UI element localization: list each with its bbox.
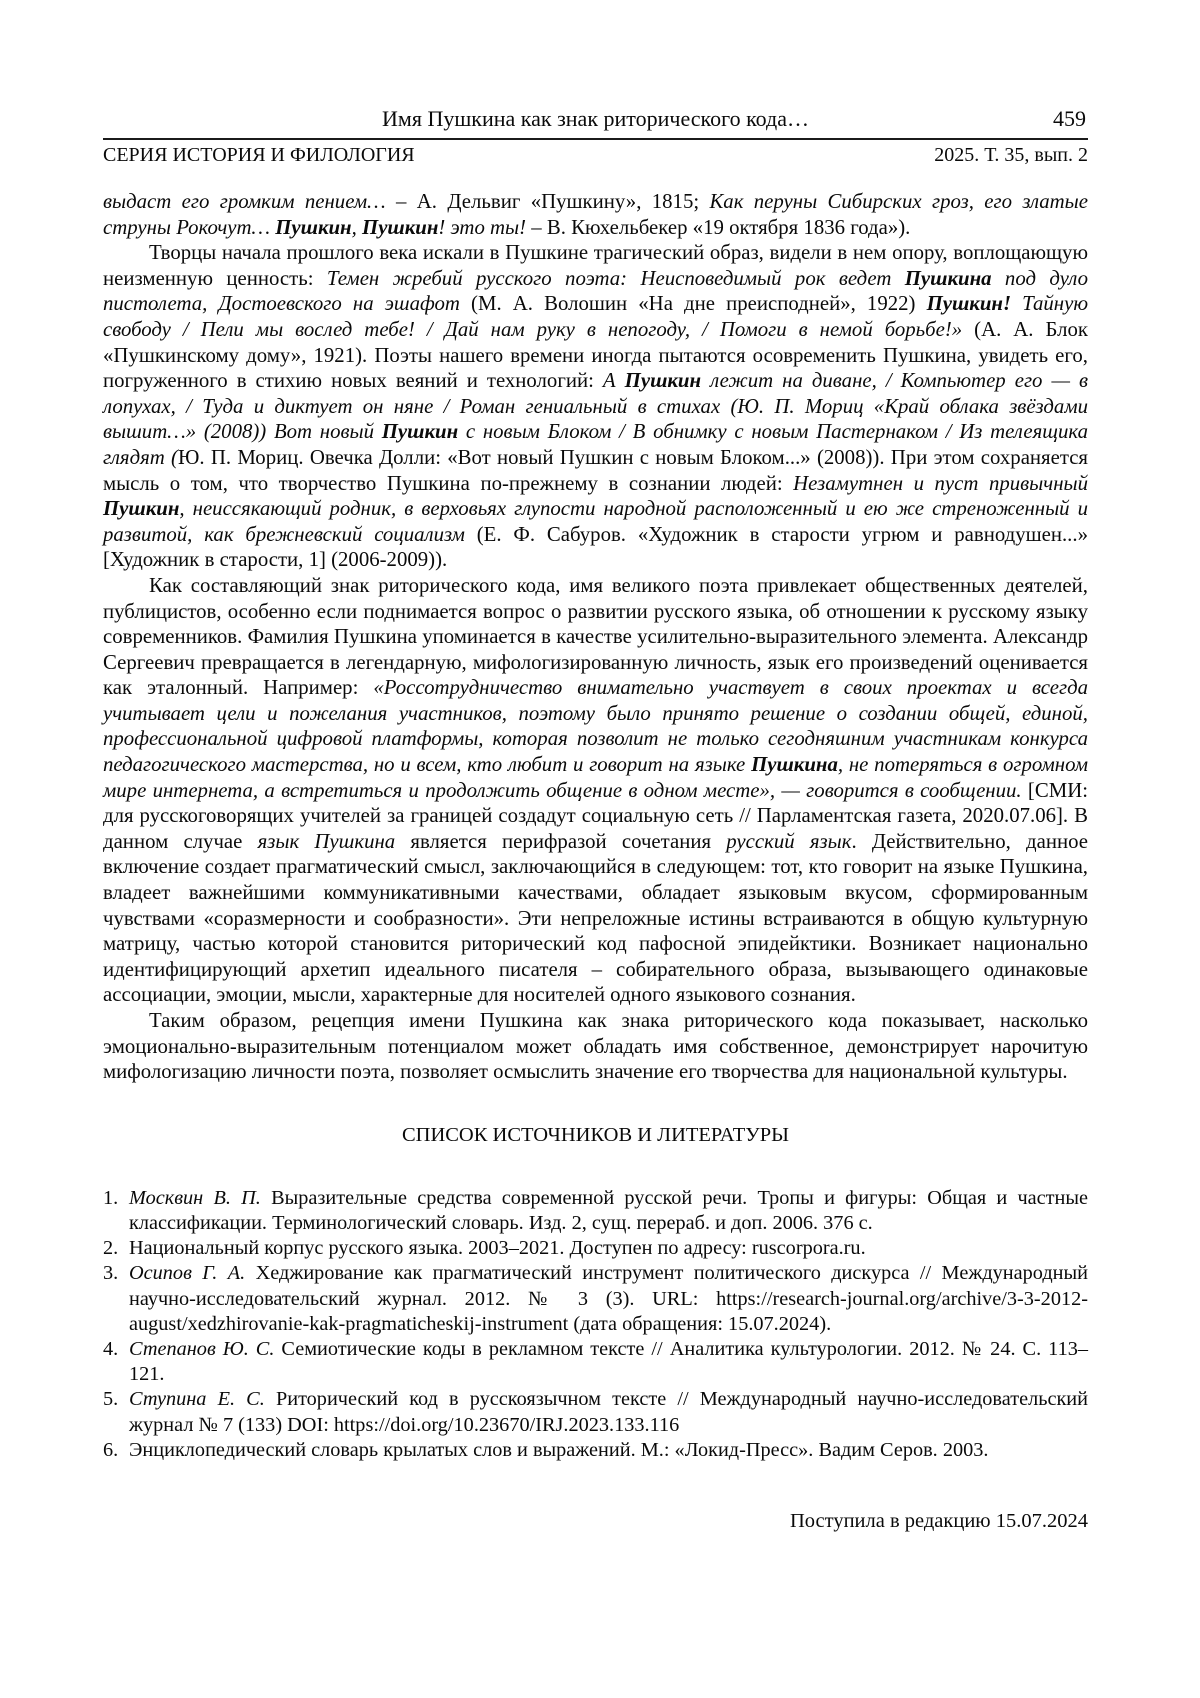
text-run: , неиссякающий родник, в верховьях глупости народной расположенный и ею же стреноженный и развитой, как брежневский социализм [103,497,1088,546]
text-run: – В. Кюхельбекер «19 октября 1836 года»). [531,215,911,239]
reference-number: 4. [103,1338,119,1360]
text-run: (Ю. П. Мориц «Край облака звёздами вышит…» (2008)) Вот новый [103,394,1088,444]
reference-text [129,1261,1088,1337]
reference-number: 5. [103,1388,119,1411]
text-run: Пушкин [103,497,180,521]
text-run: Ю. П. Мориц. Овечка Долли: «Вот новый Пушкин с новым Блоком...» (2008)). При этом сохраняется мысль о том, что творчество Пушкина по-прежнему в сознании людей: [103,445,1088,495]
text-run: выдаст его громким пением… [103,190,397,213]
text-run: Пушкина [751,753,838,777]
text-run: Как составляющий знак риторического кода, имя великого поэта привлекает общественных деятелей, публицистов, особенно если поднимается вопрос о развитии русского языка, об отношении к русскому языку современников. Фамилия Пушкина упоминается в качестве усилительно-выразительного элемента. Александр Сергеевич превращается в легендарную, мифологизированную личность, язык его произведений оценивается как эталонный. Например: [103,573,1088,700]
paragraph [103,1008,1088,1085]
text-run: язык Пушкина [257,829,396,853]
bibliography-heading: СПИСОК ИСТОЧНИКОВ И ЛИТЕРАТУРЫ [401,1123,790,1146]
reference-item [103,1261,1088,1337]
text-run: (М. А. Волошин «На дне преисподней», 1922) [471,292,927,316]
reference-number: 1. [103,1186,119,1209]
text-run: Национальный корпус русского языка. 2003–2021. Доступен по адресу: ruscorpora.ru. [129,1237,866,1260]
text-run: Тайную свободу / Пели мы вослед тебе! / Дай нам руку в непогоду, / Помоги в немой борьбе!» [103,292,1089,341]
text-run: Ступина Е. С. [129,1388,265,1411]
text-run: Темен жребий русского поэта: Неисповедимый рок ведет [326,266,905,290]
text-run: Выразительные средства современной русской речи. Тропы и фигуры: Общая и частные классификации. Терминологический словарь. Изд. 2, сущ. перераб. и доп. 2006. 376 с. [129,1186,1088,1234]
reference-number: 3. [103,1262,119,1285]
text-run: под дуло пистолета, Достоевского на эшафот [103,266,1088,316]
text-run: (Е. Ф. Сабуров. «Художник в старости угрюм и равнодушен...» [Художник в старости, 1] (2006-2009)). [103,522,1088,572]
reference-item [103,1387,1088,1437]
text-run: , не потеряться в огромном мире интернета, а встретиться и продолжить общение в одном месте», — говорится в сообщении. [103,753,1088,802]
text-run: . Действительно, данное включение создает прагматический смысл, заключающийся в следующем: тот, кто говорит на языке Пушкина, владеет важнейшими коммуникативными качествами, обладает языковым вкусом, сформированным чувствами «соразмерности и сообразности». Эти непреложные истины встраиваются в общую культурную матрицу, частью которой становится риторический код пафосной эпидейктики. Возникает национально идентифицирующий архетип идеального писателя – собирательного образа, вызывающего одинаковые ассоциации, эмоции, мысли, характерные для носителей одного языкового сознания. [103,829,1088,1007]
reference-text [129,1236,1088,1261]
reference-item [103,1337,1088,1387]
page-number: 459 [1053,106,1086,131]
reference-item [103,1236,1088,1261]
text-run: Энциклопедический словарь крылатых слов и выражений. М.: «Локид-Пресс». Вадим Серов. 2003. [129,1438,989,1461]
text-run: – А. Дельвиг «Пушкину», 1815; [396,190,710,213]
series-label: СЕРИЯ ИСТОРИЯ И ФИЛОЛОГИЯ [103,144,415,166]
received-note: Поступила в редакцию 15.07.2024 [789,1510,1088,1533]
article-body [103,189,1088,1085]
text-run: Осипов Г. А. [129,1262,246,1285]
text-run: Пушкин! [926,292,1012,316]
text-run: «Россотрудничество внимательно участвует в своих проектах и всегда учитывает цели и пожелания участников, поэтому было принято решение о создании общей, единой, профессиональной цифровой платформы, которая позволит не только сегодняшним участникам конкурса педагогического мастерства, но и всем, кто любит и говорит на языке [103,676,1088,777]
text-run: (А. А. Блок «Пушкинскому дому», 1921). Поэты нашего времени иногда пытаются осовременить Пушкина, увидеть его, погруженного в стихию новых веяний и технологий: [103,317,1089,393]
text-run: с новым Блоком / В обнимку с новым Пастернаком / Из телеящика глядят ( [103,420,1088,469]
paragraph [103,573,1088,1008]
reference-number: 6. [103,1438,119,1461]
reference-text [129,1387,1088,1437]
text-run: является перифразой сочетания [395,829,727,853]
text-run: Москвин В. П. [129,1186,261,1209]
text-run: Пушкина [904,266,992,290]
text-run: , [351,215,363,239]
paragraph [103,240,1088,573]
reference-text [129,1337,1088,1387]
text-run: Творцы начала прошлого века искали в Пушкине трагический образ, видели в нем опору, воплощающую неизменную ценность: [103,241,1088,290]
text-run: русский язык [726,829,852,853]
reference-item [103,1186,1088,1236]
volume-label: 2025. Т. 35, вып. 2 [934,144,1088,166]
text-run: Как перуны Сибирских гроз, его златые струны Рокочут… [103,190,1088,239]
reference-list [103,1186,1088,1463]
text-run: лежит на диване, / Компьютер его — в лопухах, / Туда и диктует он няне / Роман гениальный в стихах [103,369,1089,418]
page-content [103,0,1088,1534]
running-title: Имя Пушкина как знак риторического кода… [382,106,809,131]
text-run: Таким образом, рецепция имени Пушкина как знака риторического кода показывает, насколько эмоционально-выразительным потенциалом может обладать имя собственное, демонстрирует нарочитую мифологизацию личности поэта, позволяет осмыслить значение его творчества для национальной культуры. [103,1009,1088,1084]
text-run: Пушкин [624,369,702,393]
reference-text [129,1438,1088,1463]
text-run: [СМИ: для русскоговорящих учителей за границей создадут социальную сеть // Парламентская газета, 2020.07.06]. В данном случае [103,778,1088,853]
reference-item [103,1438,1088,1463]
text-run: ! это ты! [438,215,532,239]
text-run: Хеджирование как прагматический инструмент политического дискурса // Международный научно-исследовательский журнал. 2012. № 3 (3). URL: https://research-journal.org/archive/3-3-2012-august/xedzhirovanie-kak-pragmaticheskij-instrument (дата обращения: 15.07.2024). [129,1262,1089,1335]
running-header [103,106,1088,140]
text-run: Пушкин [362,215,439,239]
text-run: Пушкин [275,215,352,239]
reference-number: 2. [103,1237,119,1260]
series-row [103,143,1088,168]
reference-text [129,1186,1088,1236]
text-run: Семиотические коды в рекламном тексте // Аналитика культурологии. 2012. № 24. С. 113–121. [129,1338,1088,1386]
text-run: А [602,369,625,393]
text-run: Степанов Ю. С. [129,1338,275,1360]
text-run: Незамутнен и пуст привычный [793,471,1088,495]
text-run: Риторический код в русскоязычном тексте // Международный научно-исследовательский журнал № 7 (133) DOI: https://doi.org/10.23670/IRJ.2023.133.116 [129,1388,1089,1436]
text-run: Пушкин [381,420,459,444]
paragraph [103,189,1088,240]
